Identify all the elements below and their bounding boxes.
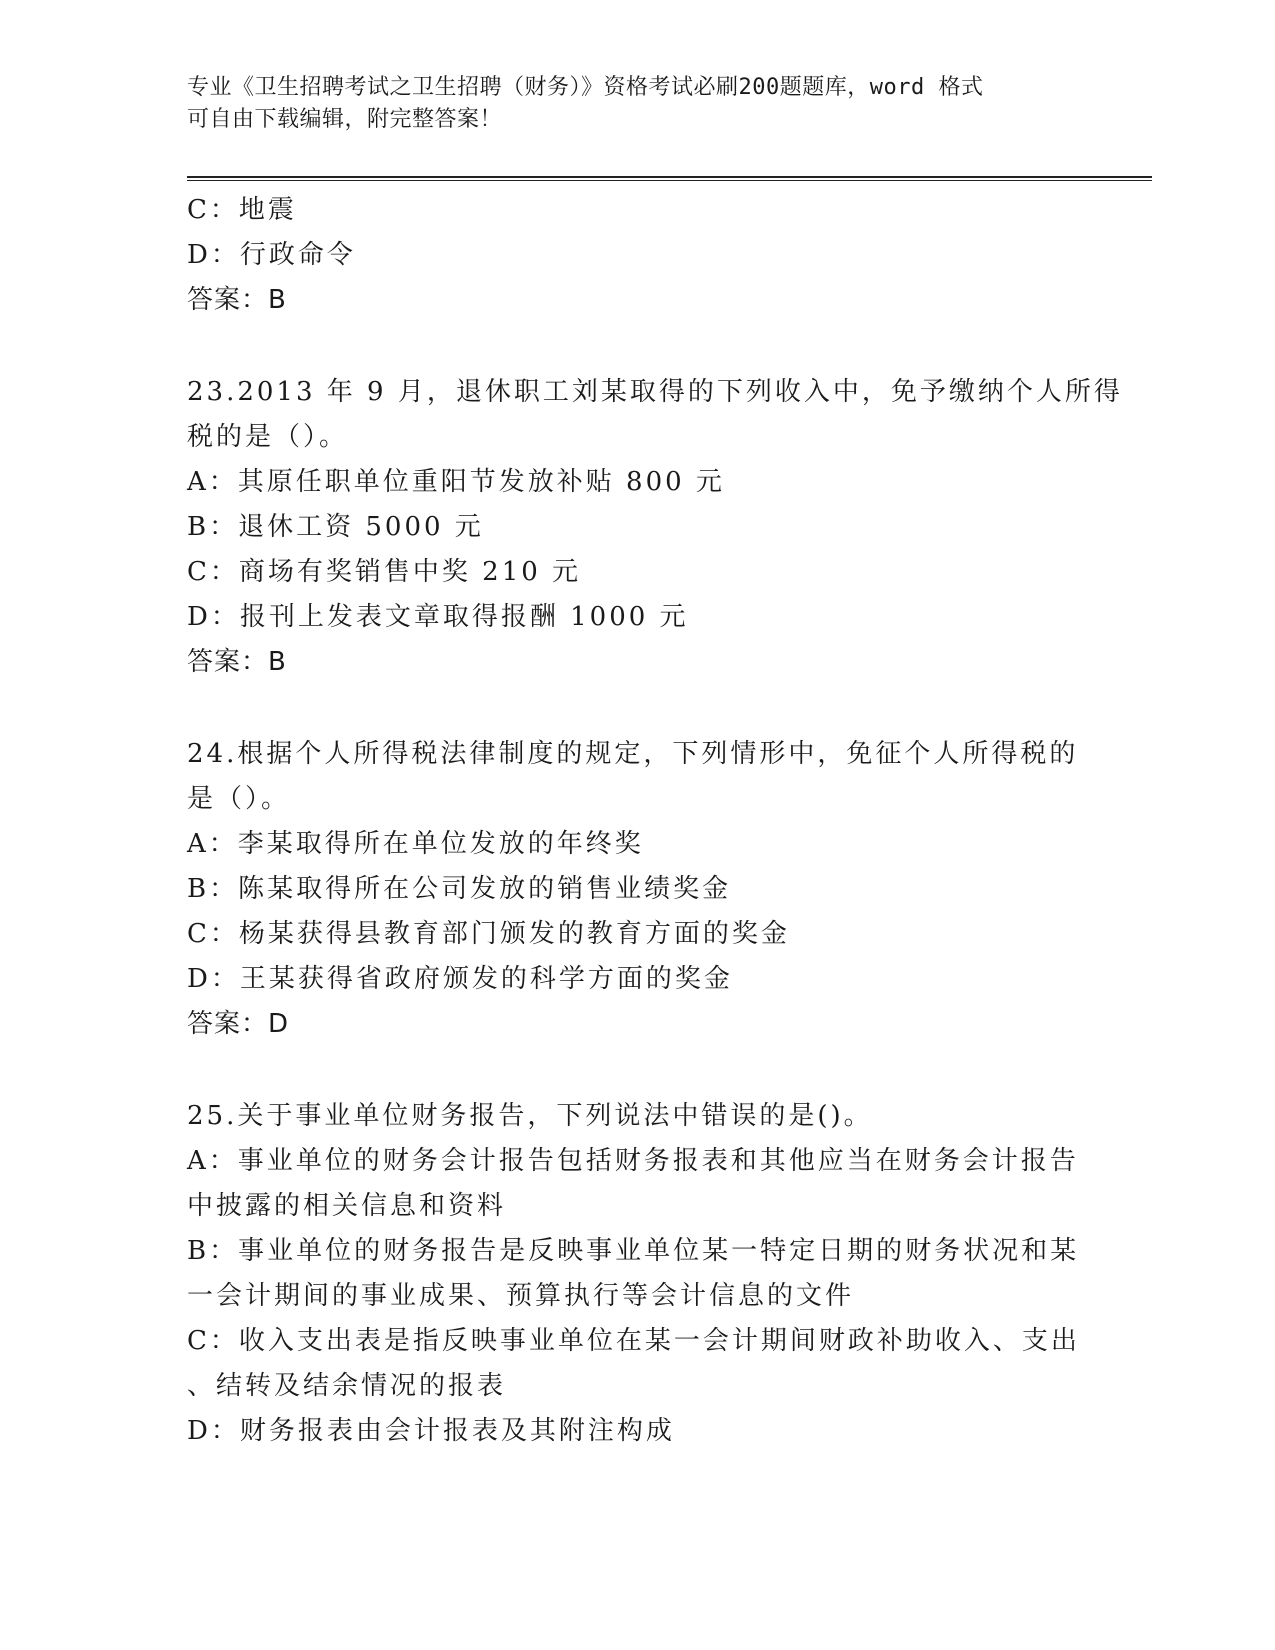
spacer — [187, 685, 1087, 732]
q23-answer: 答案：B — [187, 647, 287, 677]
q24-stem-line-2: 是（）。 — [187, 784, 291, 814]
q25-option-b-line-1: B：事业单位的财务报告是反映事业单位某一特定日期的财务状况和某 — [187, 1236, 1080, 1266]
header-title-line-1: 专业《卫生招聘考试之卫生招聘（财务）》资格考试必刷200题题库，word 格式 — [187, 75, 984, 100]
q24-option-a: A：李某取得所在单位发放的年终奖 — [187, 829, 644, 859]
question-content — [187, 188, 1123, 1454]
document-header — [187, 72, 1087, 136]
question-23 — [187, 370, 1123, 685]
spacer — [187, 323, 1087, 370]
prev-answer: 答案：B — [187, 285, 287, 315]
prev-option-d: D：行政命令 — [187, 240, 356, 270]
header-divider-thick — [187, 176, 1152, 178]
q24-answer: 答案：D — [187, 1009, 290, 1039]
q23-stem-line-1: 23.2013 年 9 月，退休职工刘某取得的下列收入中，免予缴纳个人所得 — [187, 377, 1123, 407]
q25-option-c-line-2: 、结转及结余情况的报表 — [187, 1371, 507, 1401]
q24-stem-line-1: 24.根据个人所得税法律制度的规定，下列情形中，免征个人所得税的 — [187, 739, 1079, 769]
q24-option-b: B：陈某取得所在公司发放的销售业绩奖金 — [187, 874, 732, 904]
question-24 — [187, 732, 1087, 1047]
q24-option-d: D：王某获得省政府颁发的科学方面的奖金 — [187, 964, 733, 994]
spacer — [187, 1047, 1087, 1094]
q25-option-c-line-1: C：收入支出表是指反映事业单位在某一会计期间财政补助收入、支出 — [187, 1326, 1080, 1356]
q25-stem: 25.关于事业单位财务报告，下列说法中错误的是()。 — [187, 1101, 873, 1131]
q23-stem-line-2: 税的是（）。 — [187, 422, 349, 452]
q23-option-d: D：报刊上发表文章取得报酬 1000 元 — [187, 602, 689, 632]
q25-option-a-line-1: A：事业单位的财务会计报告包括财务报表和其他应当在财务会计报告 — [187, 1146, 1079, 1176]
question-25 — [187, 1094, 1087, 1454]
header-divider-thin — [187, 180, 1152, 181]
q24-option-c: C：杨某获得县教育部门颁发的教育方面的奖金 — [187, 919, 790, 949]
q25-option-b-line-2: 一会计期间的事业成果、预算执行等会计信息的文件 — [187, 1281, 855, 1311]
q23-option-a: A：其原任职单位重阳节发放补贴 800 元 — [187, 467, 725, 497]
header-title-line-2: 可自由下载编辑，附完整答案！ — [187, 107, 503, 132]
q25-option-d: D：财务报表由会计报表及其附注构成 — [187, 1416, 675, 1446]
q23-option-b: B：退休工资 5000 元 — [187, 512, 484, 542]
q23-option-c: C：商场有奖销售中奖 210 元 — [187, 557, 582, 587]
q25-option-a-line-2: 中披露的相关信息和资料 — [187, 1191, 507, 1221]
prev-option-c: C：地震 — [187, 195, 297, 225]
